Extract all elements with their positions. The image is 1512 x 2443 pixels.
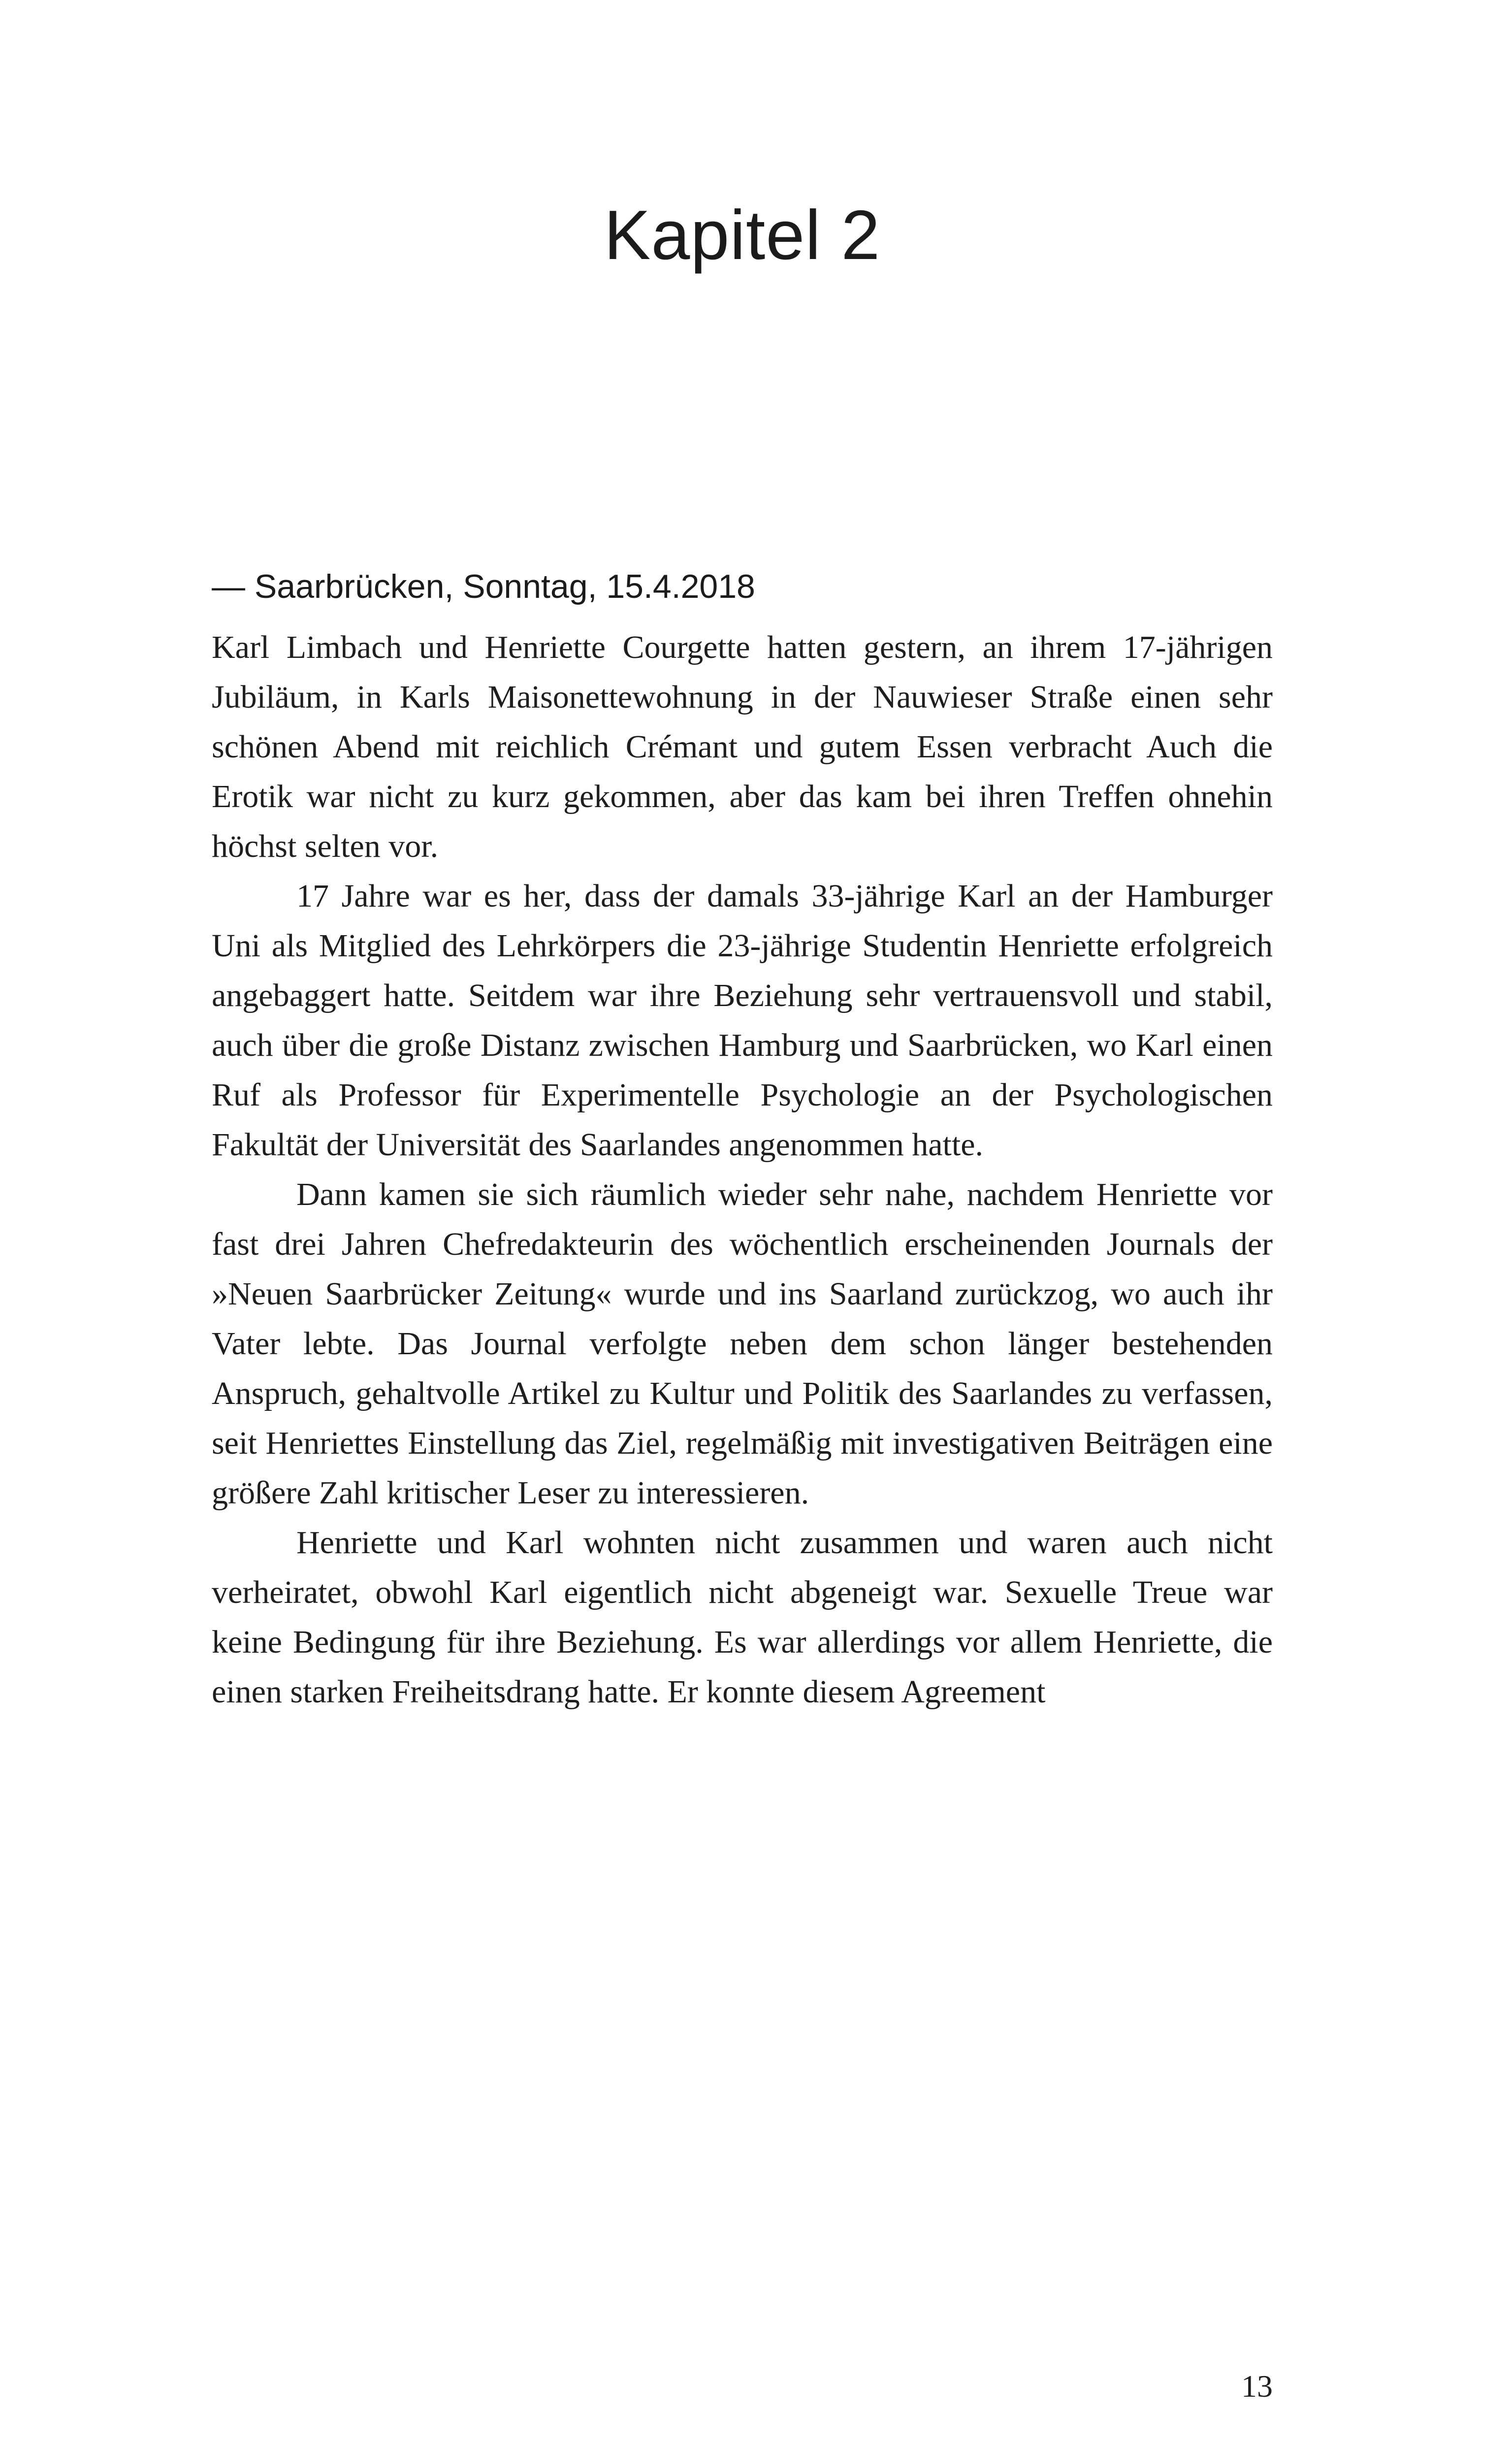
- paragraph-3: Dann kamen sie sich räumlich wieder sehr nahe, nachdem Henriette vor fast drei Jahren Chefredakteurin des wöchentlich erscheinenden Journals der »Neuen Saarbrücker Zeitung« wurde und ins Saarland zurückzog, wo auch ihr Vater lebte. Das Journal verfolgte neben dem schon länger bestehenden Anspruch, gehaltvolle Artikel zu Kultur und Politik des Saarlandes zu verfassen, seit Henriettes Einstellung das Ziel, regelmäßig mit investigativen Beiträgen eine größere Zahl kritischer Leser zu interessieren.: [212, 1176, 1273, 1511]
- page-number: 13: [1241, 2369, 1273, 2404]
- body-text: [212, 622, 1273, 1717]
- paragraph-4: Henriette und Karl wohnten nicht zusammen und waren auch nicht verheiratet, obwohl Karl eigentlich nicht abgeneigt war. Sexuelle Treue war keine Bedingung für ihre Beziehung. Es war allerdings vor allem Henriette, die einen starken Freiheitsdrang hatte. Er konnte diesem Agreement: [212, 1525, 1273, 1710]
- dateline: — Saarbrücken, Sonntag, 15.4.2018: [212, 568, 755, 606]
- chapter-title: Kapitel 2: [604, 196, 881, 274]
- paragraph-1: Karl Limbach und Henriette Courgette hatten gestern, an ihrem 17-jährigen Jubiläum, in Karls Maisonettewohnung in der Nauwieser Straße einen sehr schönen Abend mit reichlich Crémant und gutem Essen verbracht Auch die Erotik war nicht zu kurz gekommen, aber das kam bei ihren Treffen ohnehin höchst selten vor.: [212, 629, 1273, 865]
- paragraph-2: 17 Jahre war es her, dass der damals 33-jährige Karl an der Hamburger Uni als Mitglied des Lehrkörpers die 23-jährige Studentin Henriette erfolgreich angebaggert hatte. Seitdem war ihre Beziehung sehr vertrauensvoll und stabil, auch über die große Distanz zwischen Hamburg und Saarbrücken, wo Karl einen Ruf als Professor für Experimentelle Psychologie an der Psychologischen Fakultät der Universität des Saarlandes angenommen hatte.: [212, 878, 1273, 1163]
